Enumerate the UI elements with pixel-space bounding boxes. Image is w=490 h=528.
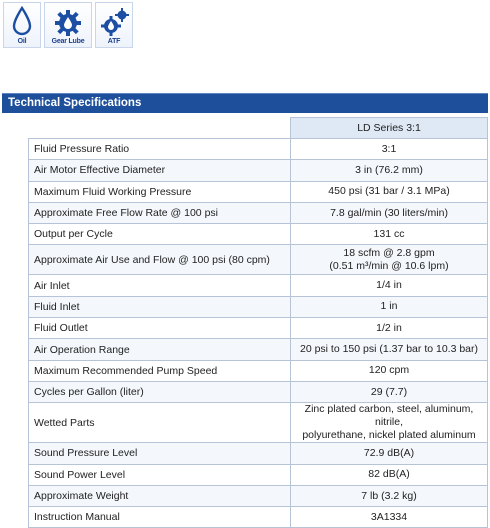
section-header [2, 93, 488, 113]
value-cell [291, 245, 488, 275]
value-cell: 1/2 in [291, 318, 488, 339]
param-cell: Air Inlet [29, 275, 291, 296]
table-row [29, 507, 488, 528]
param-cell: Air Operation Range [29, 339, 291, 360]
fluid-icons [3, 2, 133, 48]
table-row [29, 339, 488, 360]
value-line-1: 18 scfm @ 2.8 gpm [343, 246, 435, 259]
param-cell: Fluid Pressure Ratio [29, 139, 291, 160]
table-row [29, 245, 488, 275]
column-header: LD Series 3:1 [291, 118, 488, 139]
value-cell: 72.9 dB(A) [291, 443, 488, 464]
param-cell: Instruction Manual [29, 507, 291, 528]
value-line-2: (0.51 m³/min @ 10.6 lpm) [329, 259, 449, 272]
param-cell: Wetted Parts [29, 403, 291, 443]
value-cell: 3 in (76.2 mm) [291, 160, 488, 181]
oil-tile [3, 2, 41, 48]
table-row [29, 181, 488, 202]
value-cell: 7.8 gal/min (30 liters/min) [291, 202, 488, 223]
value-cell: 1 in [291, 296, 488, 317]
table-row [29, 202, 488, 223]
table-row [29, 443, 488, 464]
section-title: Technical Specifications [8, 97, 142, 109]
param-cell: Approximate Air Use and Flow @ 100 psi (80 cpm) [29, 245, 291, 275]
table-row [29, 224, 488, 245]
value-cell [291, 403, 488, 443]
param-cell: Sound Pressure Level [29, 443, 291, 464]
param-cell: Air Motor Effective Diameter [29, 160, 291, 181]
gear-lube-tile [44, 2, 92, 48]
param-cell: Cycles per Gallon (liter) [29, 381, 291, 402]
param-cell: Output per Cycle [29, 224, 291, 245]
table-row [29, 160, 488, 181]
value-cell: 29 (7.7) [291, 381, 488, 402]
spec-table [28, 117, 488, 528]
atf-label: ATF [107, 38, 121, 45]
param-cell: Approximate Weight [29, 485, 291, 506]
table-row [29, 139, 488, 160]
param-cell: Maximum Recommended Pump Speed [29, 360, 291, 381]
param-cell: Fluid Outlet [29, 318, 291, 339]
value-line-1: Zinc plated carbon, steel, aluminum, nitrile, [304, 403, 474, 429]
gear-lube-label: Gear Lube [51, 38, 85, 45]
param-cell: Fluid Inlet [29, 296, 291, 317]
value-cell: 1/4 in [291, 275, 488, 296]
table-row [29, 464, 488, 485]
value-cell: 7 lb (3.2 kg) [291, 485, 488, 506]
value-cell: 131 cc [291, 224, 488, 245]
value-line-2: polyurethane, nickel plated aluminum [302, 429, 476, 442]
oil-drop-icon [11, 6, 33, 36]
value-cell: 82 dB(A) [291, 464, 488, 485]
value-cell: 450 psi (31 bar / 3.1 MPa) [291, 181, 488, 202]
value-cell: 3A1334 [291, 507, 488, 528]
table-row [29, 403, 488, 443]
corner-cell [29, 118, 291, 139]
value-cell: 3:1 [291, 139, 488, 160]
table-row [29, 485, 488, 506]
table-row [29, 318, 488, 339]
param-cell: Approximate Free Flow Rate @ 100 psi [29, 202, 291, 223]
gears-drop-icon [97, 6, 131, 38]
table-row [29, 296, 488, 317]
value-cell: 120 cpm [291, 360, 488, 381]
atf-tile [95, 2, 133, 48]
oil-label: Oil [17, 38, 27, 45]
value-cell: 20 psi to 150 psi (1.37 bar to 10.3 bar) [291, 339, 488, 360]
gear-drop-icon [50, 6, 86, 38]
table-row [29, 360, 488, 381]
param-cell: Sound Power Level [29, 464, 291, 485]
table-row [29, 381, 488, 402]
param-cell: Maximum Fluid Working Pressure [29, 181, 291, 202]
table-row [29, 275, 488, 296]
